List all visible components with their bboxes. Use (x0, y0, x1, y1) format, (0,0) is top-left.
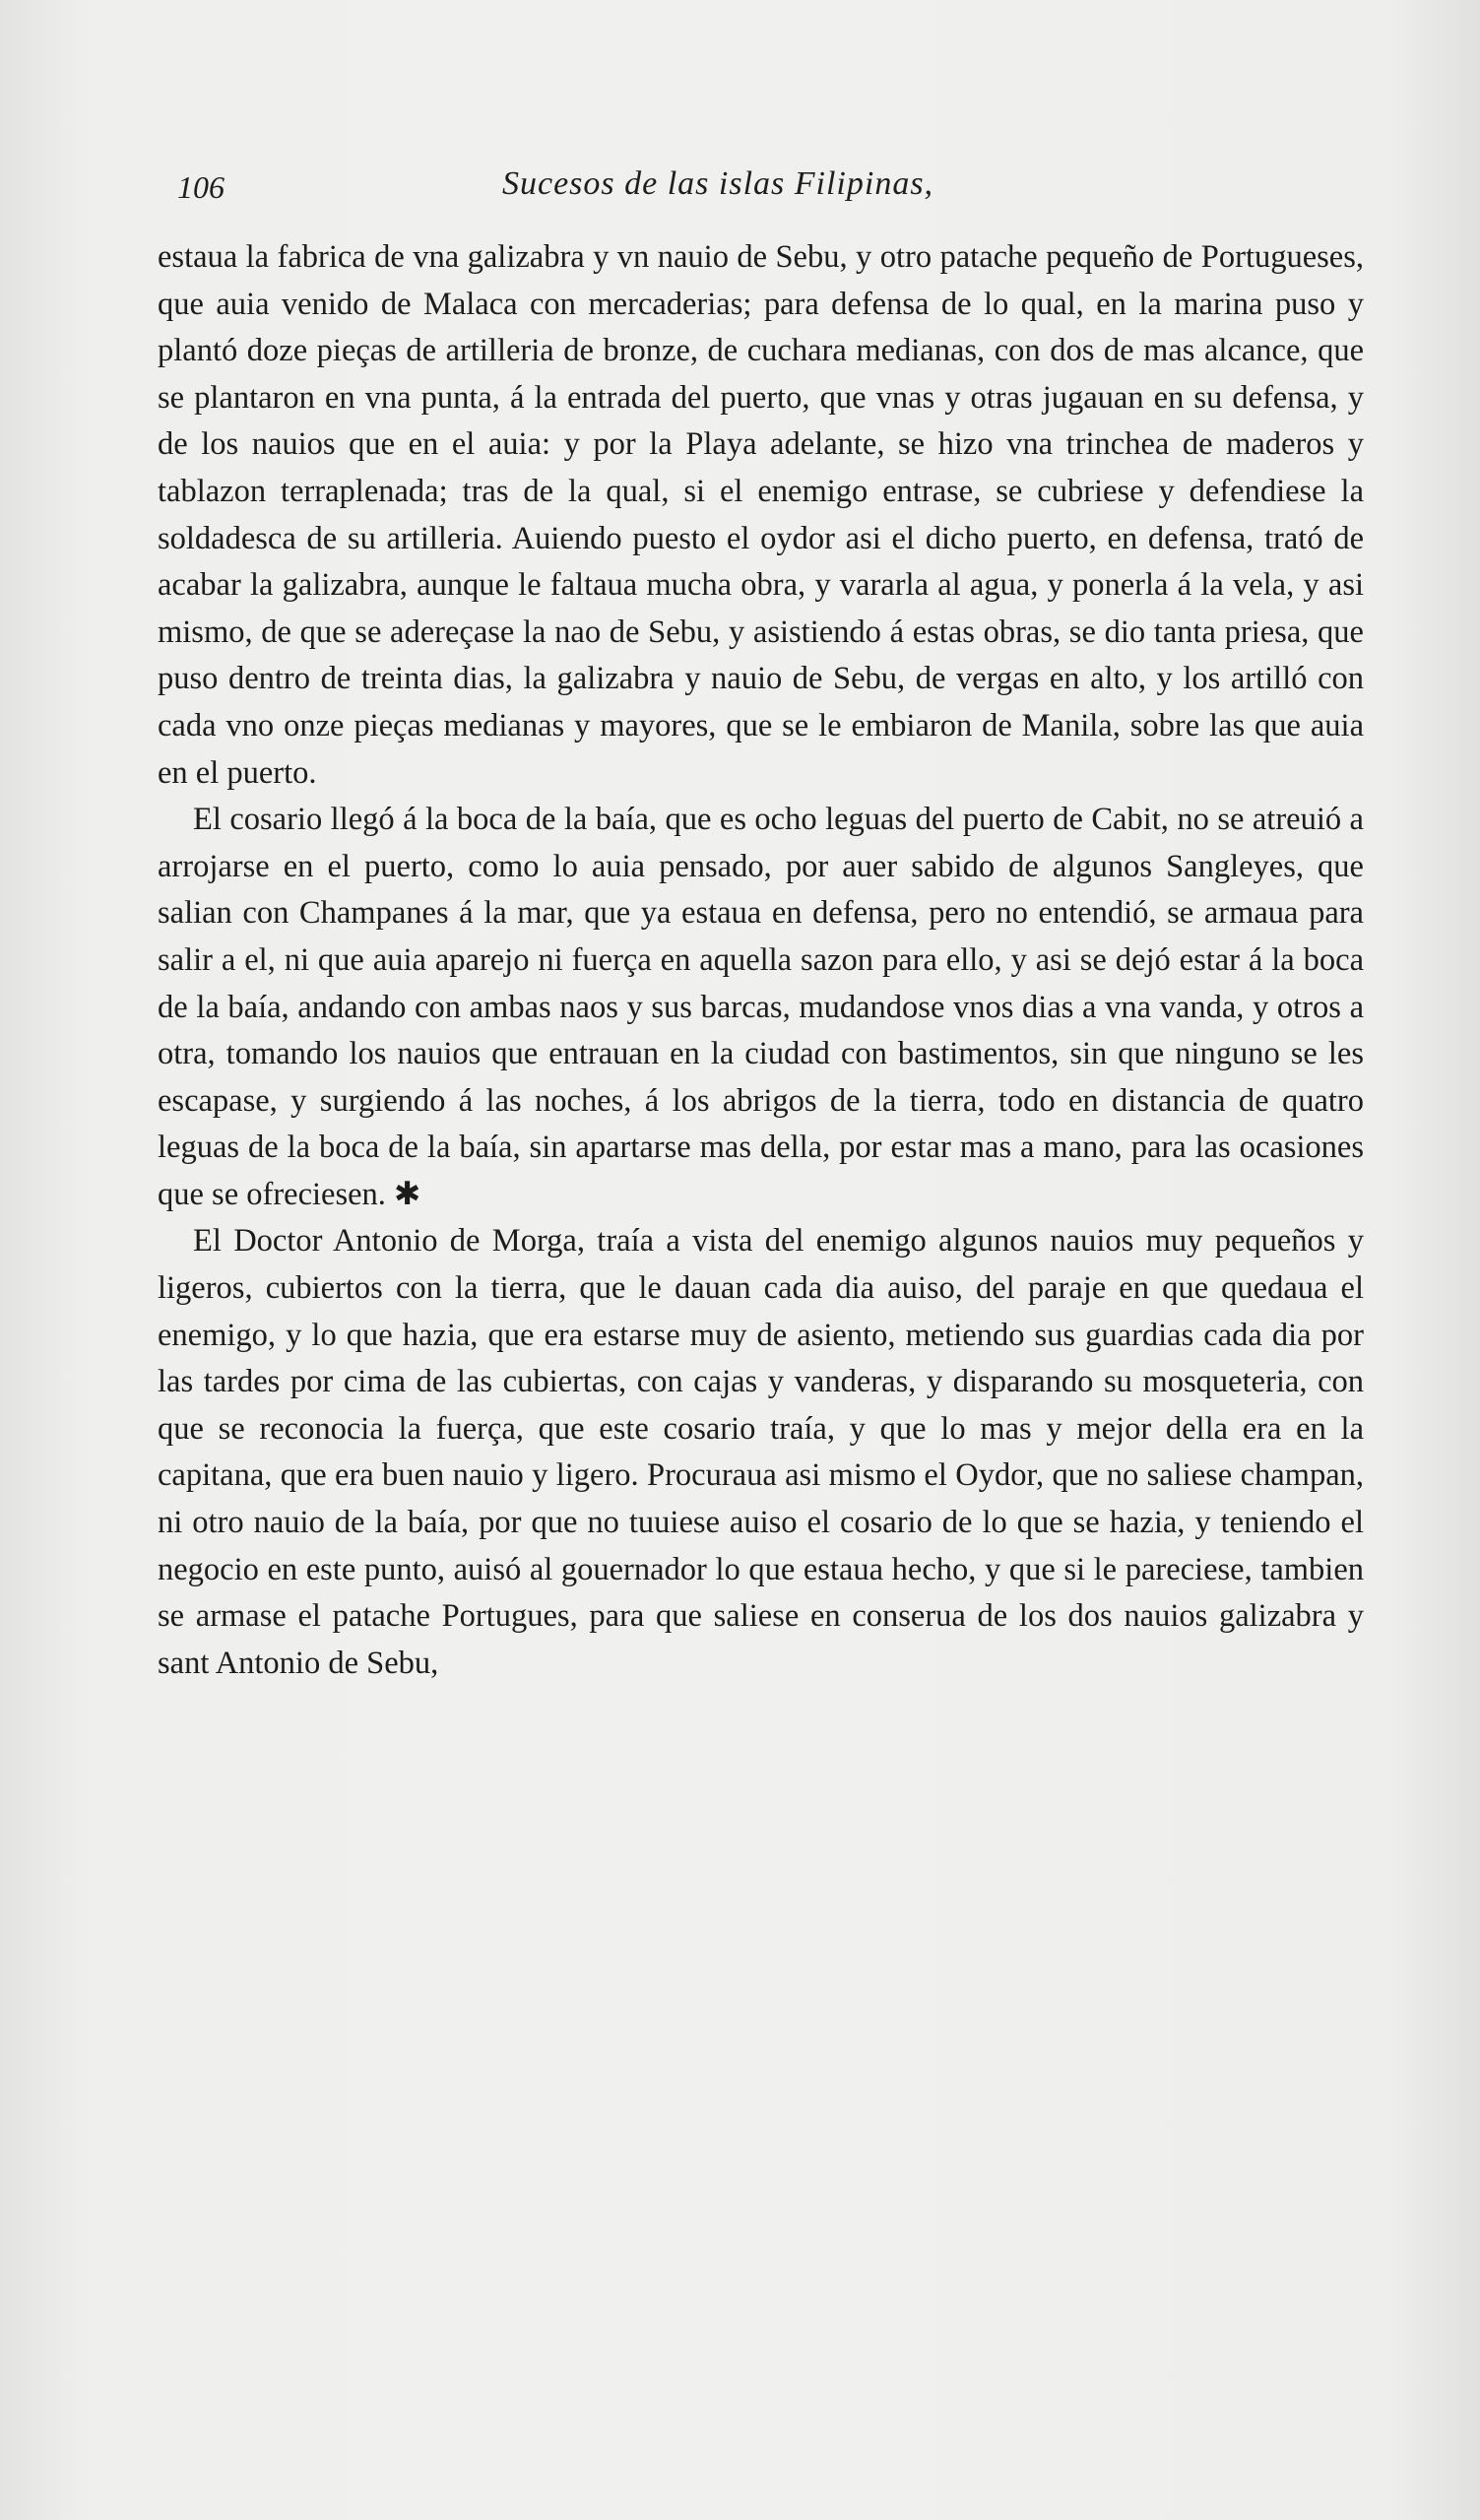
running-title: Sucesos de las islas Filipinas, (502, 165, 934, 202)
paragraph-3: El Doctor Antonio de Morga, traía a vista del enemigo algunos nauios muy pequeños y ligeros, cubiertos con la tierra, que le dauan cada dia auiso, del paraje en que quedaua el enemigo, y lo que hazia, que era estarse muy de asiento, metiendo sus guardias cada dia por las tardes por cima de las cubiertas, con cajas y vanderas, y disparando su mosqueteria, con que se reconocia la fuerça, que este cosario traía, y que lo mas y mejor della era en la capitana, que era buen nauio y ligero. Procuraua asi mismo el Oydor, que no saliese champan, ni otro nauio de la baía, por que no tuuiese auiso el cosario de lo que se hazia, y teniendo el negocio en este punto, auisó al gouernador lo que estaua hecho, y que si le pareciese, tambien se armase el patache Portugues, para que saliese en conserua de los dos nauios galizabra y sant Antonio de Sebu, (158, 1223, 1364, 1681)
page-number: 106 (177, 169, 225, 205)
paragraph-1: estaua la fabrica de vna galizabra y vn nauio de Sebu, y otro patache pequeño de Portugueses, que auia venido de Malaca con mercaderias; para defensa de lo qual, en la marina puso y plantó doze pieças de artilleria de bronze, de cuchara medianas, con dos de mas alcance, que se plantaron en vna punta, á la entrada del puerto, que vnas y otras jugauan en su defensa, y de los nauios que en el auia: y por la Playa adelante, se hizo vna trinchea de maderos y tablazon terraplenada; tras de la qual, si el enemigo entrase, se cubriese y defendiese la soldadesca de su artilleria. Auiendo puesto el oydor asi el dicho puerto, en defensa, trató de acabar la galizabra, aunque le faltaua mucha obra, y vararla al agua, y ponerla á la vela, y asi mismo, de que se adereçase la nao de Sebu, y asistiendo á estas obras, se dio tanta priesa, que puso dentro de treinta dias, la galizabra y nauio de Sebu, de vergas en alto, y los artilló con cada vno onze pieças medianas y mayores, que se le embiaron de Manila, sobre las que auia en el puerto. (158, 239, 1364, 791)
page-header (177, 165, 1364, 215)
paragraph-2: El cosario llegó á la boca de la baía, que es ocho leguas del puerto de Cabit, no se atreuió a arrojarse en el puerto, como lo auia pensado, por auer sabido de algunos Sangleyes, que salian con Champanes á la mar, que ya estaua en defensa, pero no entendió, se armaua para salir a el, ni que auia aparejo ni fuerça en aquella sazon para ello, y asi se dejó estar á la boca de la baía, andando con ambas naos y sus barcas, mudandose vnos dias a vna vanda, y otros a otra, tomando los nauios que entrauan en la ciudad con bastimentos, sin que ninguno se les escapase, y surgiendo á las noches, á los abrigos de la tierra, todo en distancia de quatro leguas de la boca de la baía, sin apartarse mas della, por estar mas a mano, para las ocasiones que se ofreciesen. ✱ (158, 802, 1364, 1212)
body-text (158, 234, 1364, 1687)
